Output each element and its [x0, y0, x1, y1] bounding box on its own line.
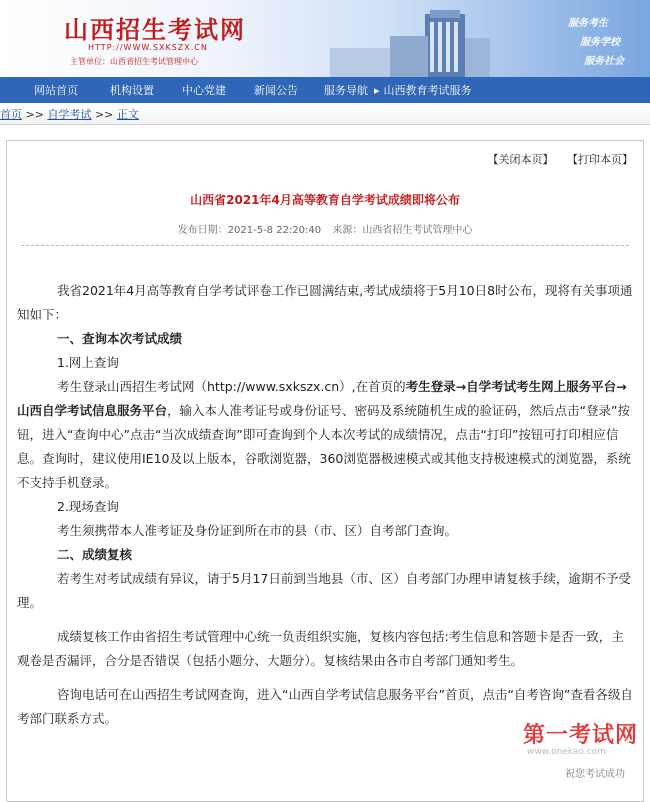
- site-subtitle: 主管单位：山西省招生考试管理中心: [70, 57, 198, 66]
- article-source: 来源：山西省招生考试管理中心: [332, 225, 473, 236]
- paragraph-contact: 咨询电话可在山西招生考试网查询，进入“山西自学考试信息服务平台”首页，点击“自考咨询”查看各级自考部门联系方式。: [17, 687, 633, 726]
- article-meta: [7, 221, 643, 236]
- divider: [21, 245, 629, 246]
- paragraph-online-bold: 考生登录→自学考试考生网上服务平台→山西自学考试信息服务平台: [17, 379, 627, 418]
- section-heading-1: 一、查询本次考试成绩: [57, 331, 183, 346]
- main-nav: [0, 77, 650, 103]
- subheading-online: 1.网上查询: [57, 355, 119, 370]
- article-title: 山西省2021年4月高等教育自学考试成绩即将公布: [190, 193, 460, 207]
- site-title[interactable]: 山西招生考试网: [64, 15, 246, 44]
- article-tools: [478, 151, 634, 167]
- site-url: HTTP://WWW.SXKSZX.CN: [88, 43, 208, 52]
- breadcrumb-sep: >>: [25, 108, 44, 121]
- breadcrumb: [0, 106, 650, 125]
- slogan-1: 服务考生: [568, 18, 608, 29]
- article-body: [17, 279, 633, 731]
- slogan-2: 服务学校: [580, 37, 620, 48]
- nav-services[interactable]: 服务导航: [324, 84, 368, 97]
- slogan-3: 服务社会: [584, 56, 624, 67]
- print-page-button[interactable]: 【打印本页】: [567, 153, 633, 166]
- breadcrumb-selfexam[interactable]: 自学考试: [47, 108, 92, 121]
- article-date: 发布日期：2021-5-8 22:20:40: [177, 225, 322, 236]
- paragraph-review-detail: 成绩复核工作由省招生考试管理中心统一负责组织实施，复核内容包括:考生信息和答题卡是否一致，主观卷是否漏评，合分是否错误（包括小题分、大题分）。复核结果由各市自考部门通知考生。: [17, 629, 624, 668]
- breadcrumb-sep: >>: [94, 108, 114, 121]
- article-container: [6, 140, 644, 802]
- paragraph-online-a: 考生登录山西招生考试网（http://www.sxkszx.cn）,在首页的: [57, 379, 406, 394]
- close-page-button[interactable]: 【关闭本页】: [487, 153, 554, 166]
- breadcrumb-current[interactable]: 正文: [116, 108, 139, 121]
- breadcrumb-home[interactable]: 首页: [0, 108, 22, 121]
- subheading-onsite: 2.现场查询: [57, 499, 119, 514]
- nav-party[interactable]: 中心党建: [182, 84, 226, 97]
- paragraph-review: 若考生对考试成绩有异议，请于5月17日前到当地县（市、区）自考部门办理申请复核手续，逾期不予受理。: [17, 571, 631, 610]
- watermark-slogan: 祝您考试成功: [565, 769, 625, 780]
- section-heading-2: 二、成绩复核: [57, 547, 133, 562]
- paragraph-online: [17, 375, 633, 495]
- paragraph-intro: 我省2021年4月高等教育自学考试评卷工作已圆满结束,考试成绩将于5月10日8时公布，现将有关事项通知如下：: [17, 283, 633, 322]
- site-banner: [0, 0, 650, 77]
- building-image: [330, 8, 490, 77]
- paragraph-onsite: 考生须携带本人准考证及身份证到所在市的县（市、区）自考部门查询。: [57, 523, 458, 538]
- nav-org[interactable]: 机构设置: [110, 84, 154, 97]
- nav-home[interactable]: 网站首页: [34, 84, 78, 97]
- watermark-logo: 第一考试网: [523, 723, 639, 748]
- nav-chevron-icon: ▸: [374, 83, 380, 97]
- watermark-url: www.onekao.com: [527, 747, 606, 757]
- nav-exam-services[interactable]: 山西教育考试服务: [383, 84, 472, 97]
- nav-news[interactable]: 新闻公告: [254, 84, 298, 97]
- paragraph-online-c: ，输入本人准考证号或身份证号、密码及系统随机生成的验证码，然后点击“登录”按钮，进入“查询中心”点击“当次成绩查询”即可查询到个人本次考试的成绩情况，点击“打印”按钮可打印相应信息。查询时，建议使用IE10及以上版本，谷歌浏览器，360浏览器极速模式或其他支持极速模式的浏览器，系统不支持手机登录。: [17, 403, 631, 490]
